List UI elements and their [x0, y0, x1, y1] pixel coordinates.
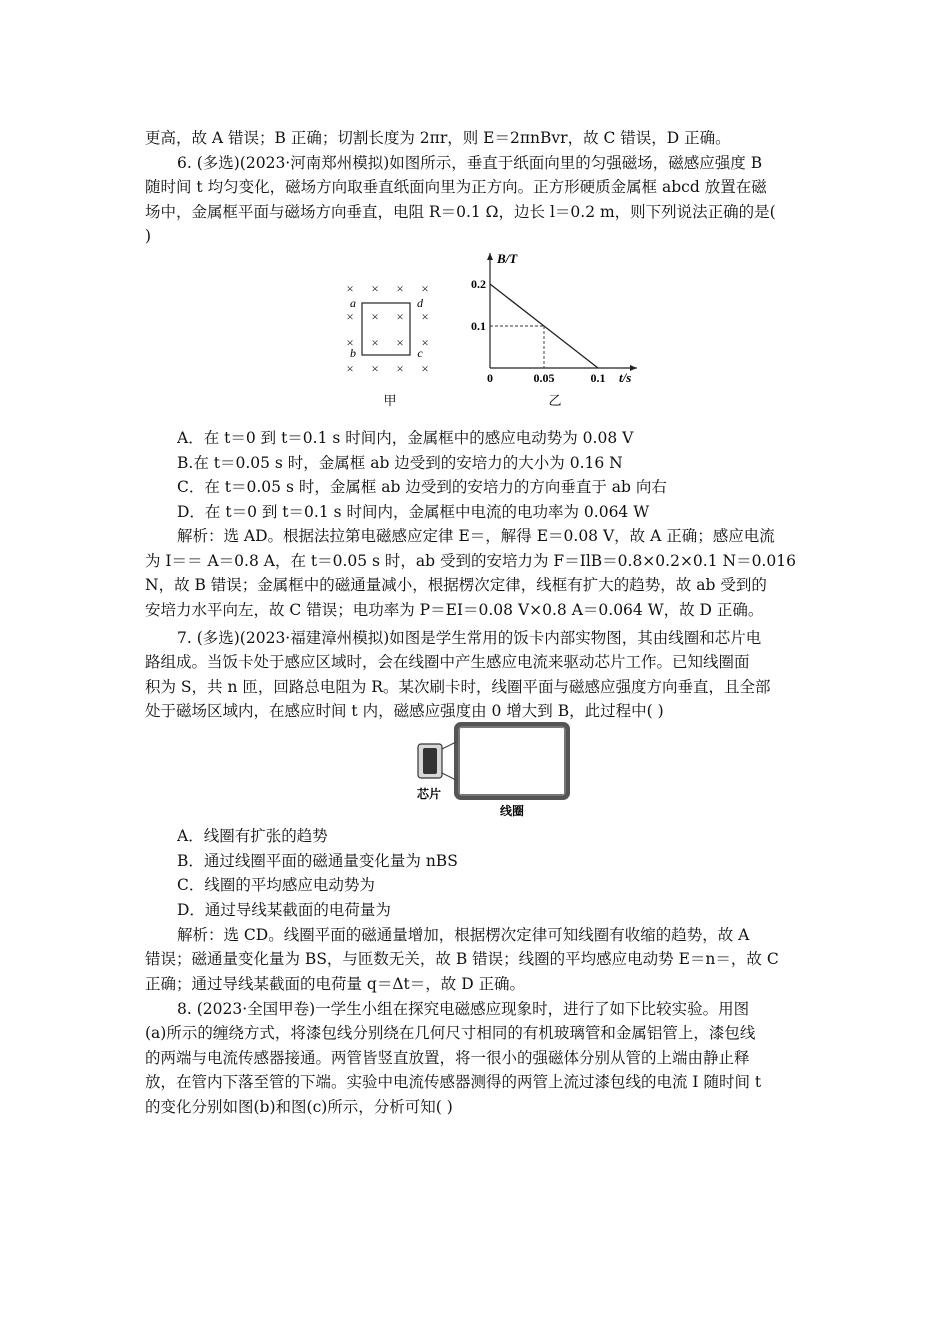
q8-stem-line: 放，在管内下落至管的下端。实验中电流传感器测得的两管上流过漆包线的电流 I 随时间 t [145, 1073, 762, 1091]
q8-stem-line: (a)所示的缠绕方式，将漆包线分别绕在几何尺寸相同的有机玻璃管和金属铝管上，漆包线 [145, 1024, 756, 1042]
q7-stem-line: 积为 S，共 n 匝，回路总电阻为 R。某次刷卡时，线圈平面与磁感应强度方向垂直，且全部 [145, 678, 771, 696]
y-tick-label: 0.2 [471, 277, 486, 291]
q8-stem-line: 8. (2023·全国甲卷)一学生小组在探究电磁感应现象时，进行了如下比较实验。用图 [177, 1000, 750, 1018]
q6-analysis-line: 为 I＝＝ A＝0.8 A，在 t＝0.05 s 时，ab 受到的安培力为 F＝IlB＝0.8×0.2×0.1 N＝0.016 [145, 552, 796, 570]
svg-text:×: × [346, 361, 354, 376]
coil-loop [457, 725, 567, 797]
chip-label: 芯片 [416, 787, 442, 801]
figure-yi-caption: 乙 [548, 393, 562, 408]
q7-option-b: B．通过线圈平面的磁通量变化量为 nBS [177, 852, 458, 870]
q7-option-d: D．通过导线某截面的电荷量为 [177, 901, 391, 919]
q7-option-a: A．线圈有扩张的趋势 [177, 827, 328, 845]
corner-d-label: d [417, 296, 423, 310]
svg-text:×: × [421, 361, 429, 376]
q7-stem-line: 7. (多选)(2023·福建漳州模拟)如图是学生常用的饭卡内部实物图，其由线圈和芯片电 [177, 629, 762, 647]
q6-option-d: D．在 t＝0 到 t＝0.1 s 时间内，金属框中电流的电功率为 0.064 W [177, 503, 650, 521]
x-tick-label: 0.05 [533, 371, 555, 385]
q6-option-b: B.在 t＝0.05 s 时，金属框 ab 边受到的安培力的大小为 0.16 N [177, 454, 623, 472]
text-line: 更高，故 A 错误；B 正确；切割长度为 2πr，则 E＝2πnBvr，故 C 错误，D 正确。 [145, 129, 731, 147]
corner-b-label: b [350, 346, 356, 360]
q6-analysis-line: 安培力水平向左，故 C 错误；电功率为 P＝EI＝0.08 V×0.8 A＝0.064 W，故 D 正确。 [145, 601, 764, 619]
q7-stem-line: 处于磁场区域内，在感应时间 t 内，磁感应强度由 0 增大到 B，此过程中( ) [145, 702, 664, 720]
svg-text:×: × [396, 285, 404, 296]
q7-analysis-line: 正确；通过导线某截面的电荷量 q＝Δt＝，故 D 正确。 [145, 975, 526, 993]
svg-text:×: × [346, 285, 354, 296]
q6-analysis-line: 解析：选 AD。根据法拉第电磁感应定律 E＝，解得 E＝0.08 V，故 A 正确；感应电流 [177, 527, 775, 545]
y-axis-arrow [487, 253, 493, 260]
svg-text:×: × [421, 335, 429, 350]
card-figure [412, 722, 577, 822]
y-tick-label: 0.1 [471, 319, 486, 333]
svg-text:×: × [371, 361, 379, 376]
x-tick-label: 0.1 [590, 371, 606, 385]
q7-option-c: C．线圈的平均感应电动势为 [177, 876, 375, 894]
figure-yi-chart [455, 245, 645, 410]
figure-jia [335, 285, 445, 410]
q7-analysis-line: 错误；磁通量变化量为 BS，与匝数无关，故 B 错误；线圈的平均感应电动势 E＝n＝，故 C [145, 950, 779, 968]
q8-stem-line: 的变化分别如图(b)和图(c)所示，分析可知( ) [145, 1098, 453, 1116]
q6-stem-line: ) [145, 227, 152, 245]
svg-text:×: × [421, 309, 429, 324]
q7-analysis-line: 解析：选 CD。线圈平面的磁通量增加，根据楞次定律可知线圈有收缩的趋势，故 A [177, 926, 750, 944]
svg-text:×: × [346, 335, 354, 350]
corner-c-label: c [417, 346, 423, 360]
svg-text:×: × [421, 285, 429, 296]
q6-stem-line: 场中，金属框平面与磁场方向垂直，电阻 R＝0.1 Ω，边长 l＝0.2 m，则下列说法正确的是( [145, 203, 776, 221]
x-axis-label: t/s [619, 370, 632, 385]
svg-text:×: × [371, 285, 379, 296]
chart-axes [487, 253, 637, 371]
svg-text:×: × [396, 335, 404, 350]
q6-option-c: C．在 t＝0.05 s 时，金属框 ab 边受到的安培力的方向垂直于 ab 向右 [177, 478, 667, 496]
q6-stem-line: 6. (多选)(2023·河南郑州模拟)如图所示，垂直于纸面向里的匀强磁场，磁感应强度 B [177, 154, 763, 172]
svg-text:×: × [346, 309, 354, 324]
q7-stem-line: 路组成。当饭卡处于感应区域时，会在线圈中产生感应电流来驱动芯片工作。已知线圈面 [145, 653, 750, 671]
q6-analysis-line: N，故 B 错误；金属框中的磁通量减小，根据楞次定律，线框有扩大的趋势，故 ab 受到的 [145, 576, 767, 594]
x-tick-label: 0 [487, 371, 493, 385]
svg-text:×: × [371, 309, 379, 324]
corner-a-label: a [350, 296, 356, 310]
coil-label: 线圈 [499, 804, 525, 818]
svg-text:×: × [396, 309, 404, 324]
svg-text:×: × [371, 335, 379, 350]
figure-jia-caption: 甲 [383, 393, 397, 408]
q8-stem-line: 的两端与电流传感器接通。两管皆竖直放置，将一很小的强磁体分别从管的上端由静止释 [145, 1049, 750, 1067]
q6-option-a: A．在 t＝0 到 t＝0.1 s 时间内，金属框中的感应电动势为 0.08 V [177, 429, 634, 447]
q6-stem-line: 随时间 t 均匀变化，磁场方向取垂直纸面向里为正方向。正方形硬质金属框 abcd 放置在磁 [145, 178, 767, 196]
chip-die [423, 748, 437, 774]
y-axis-label: B/T [497, 251, 518, 266]
svg-text:×: × [396, 361, 404, 376]
